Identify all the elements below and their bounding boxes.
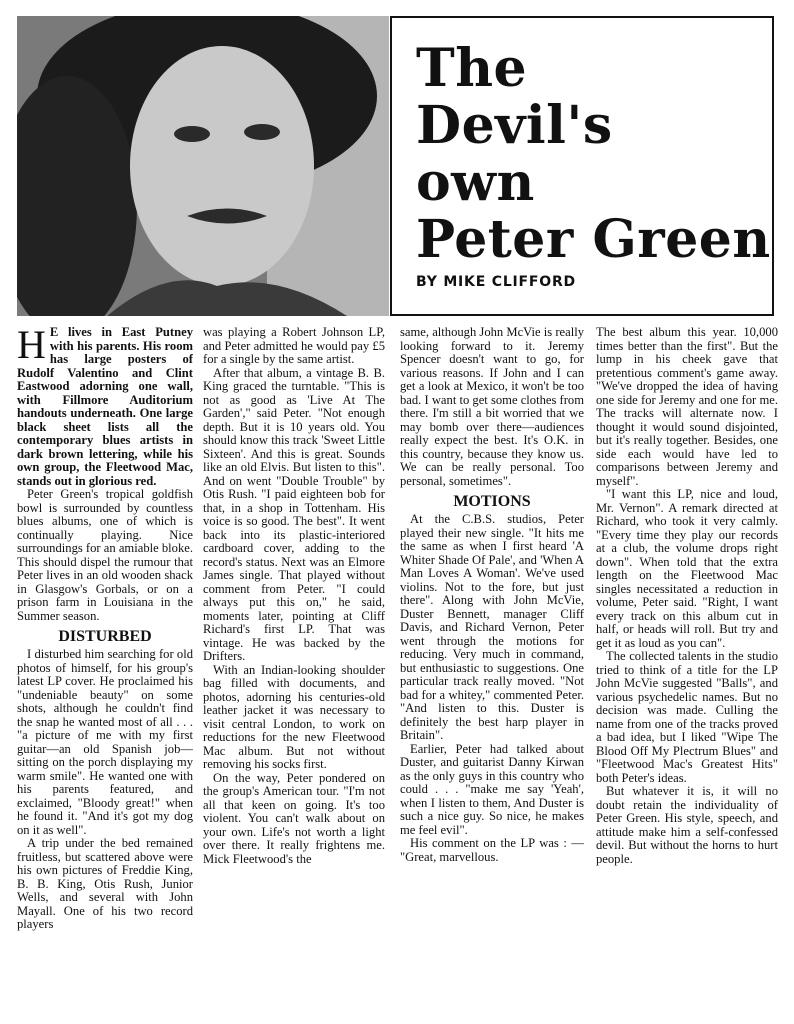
paragraph: At the C.B.S. studios, Peter played their new single. "It hits me the same as when I first heard 'A Whiter Shade Of Pale', and 'When A Man Loves A Woman'. We've used violins. Not to the fore, but just there". Along with John McVie, Duster Bennett, manager Cliff Davis, and Richard Vernon, Peter went through the motions for reducing. Very much in command, but enthusiastic to suggestions. One particular track really moved. "Not bad for a whitey," commented Peter. "And listen to this. Duster is definitely the best harp player in Britain".: [400, 512, 584, 742]
drop-cap: H: [17, 326, 46, 367]
paragraph: The best album this year. 10,000 times better than the first". But the lump in his cheek gave that pretentious comment's game away. "We've dropped the idea of having one side for Jeremy and one for me. The tracks will alternate now. I thought it would sound disjointed, but it's really together. Besides, one side each would have led to comparisons between Jeremy and myself".: [596, 326, 778, 488]
paragraph: Earlier, Peter had talked about Duster, and guitarist Danny Kirwan as the only guys in this country who could . . . "make me say 'Yeah', when I listen to them, And Duster is such a nice guy. So nice, he makes me feel evil".: [400, 741, 584, 837]
paragraph: His comment on the LP was : — "Great, marvellous.: [400, 836, 584, 864]
intro-text: E lives in East Putney with his parents. His room has large posters of Rudolf Valentino and Clint Eastwood adorning one wall, with Fillmore Auditorium handouts underneath. One large black sheet lists all the contemporary blues artists in dark brown lettering, while his own group, the Fleetwood Mac, stands out in glorious red.: [17, 326, 193, 488]
portrait-illustration: [17, 16, 389, 316]
paragraph: With an Indian-looking shoulder bag filled with documents, and photos, adorning his centuries-old leather jacket it was necessary to visit central London, to work on reductions for the new Fleetwood Mac album. But not without removing his socks first.: [203, 662, 385, 771]
paragraph: Peter Green's tropical goldfish bowl is surrounded by countless blues albums, one of which is continually playing. Nice surroundings for an amiable bloke. This should dispel the rumour that Peter lives in an old wooden shack in Glasgow's Gorbals, or on a prison farm in Louisiana in the Summer season.: [17, 487, 193, 623]
subheading-motions: MOTIONS: [453, 493, 531, 510]
paragraph: After that album, a vintage B. B. King graced the turntable. "This is not as good as 'Live At The Garden'," said Peter. "Not enough depth. But it is 10 years old. You should know this track 'Sweet Little Sixteen'. And this is great. Sounds like an old Elvis. But listen to this". And on went "Double Trouble" by Otis Rush. "I paid eighteen bob for that, in a shop in Tottenham. His voice is so good. The best". It went back into its plastic-interiored cardboard cover, adding to the record's status. Next was an Elmore James single. That played without comment from Peter. "I could always put this on," he said, moments later, pointing at Cliff Richard's first LP. That was vintage. He was backed by the Drifters.: [203, 365, 385, 663]
headline-line-2: Devil's: [416, 95, 613, 156]
paragraph: On the way, Peter pondered on the group's American tour. "I'm not all that keen on going. It's too violent. You can't walk about on your own. Life's not worth a light over there. It really frightens me. Mick Fleetwood's the: [203, 770, 385, 866]
headline: [416, 40, 771, 268]
intro-paragraph: [17, 326, 193, 488]
paragraph: I disturbed him searching for old photos of himself, for his group's latest LP cover. He proclaimed his "undeniable beauty" on some shots, although he couldn't find the snap he wanted most of all . . . "a picture of me with my first guitar—an old Spanish job—sitting on the porch displaying my warm smile". He wanted one with his parents featured, and exclaimed, "Bloody great!" when he found it. "And it's got my dog on it as well".: [17, 647, 193, 837]
article-column-1: [17, 326, 193, 1016]
paragraph: But whatever it is, it will no doubt retain the individuality of Peter Green. His style, speech, and attitude make him a self-confessed devil. But without the horns to hurt people.: [596, 784, 778, 866]
paragraph: same, although John McVie is really looking forward to it. Jeremy Spencer doesn't want to go, for various reasons. If John and I can get a look at Mexico, it won't be too bad. I want to get some clothes from there. I'm still a bit worried that we may bomb over there—audiences really expect the best. It's O.K. in this country, because they know us. We can be really personal. Too personal, sometimes".: [400, 326, 584, 488]
paragraph: "I want this LP, nice and loud, Mr. Vernon". A remark directed at Richard, who took it very calmly. "Every time they play our records at a club, the volume drops right down". When told that the extra length on the Fleetwood Mac singles necessitated a reduction in volume, Peter said. "Right, I want every track on this album cut in half, or heads will roll. But try and get it as loud as you can".: [596, 487, 778, 650]
headline-line-4: Peter Green: [416, 209, 771, 270]
paragraph: was playing a Robert Johnson LP, and Peter admitted he would pay £5 for a single by the same artist.: [203, 326, 385, 366]
paragraph: The collected talents in the studio tried to think of a title for the LP John McVie suggested "Balls", and various psychedelic names. But no decision was made. Culling the name from one of the tracks proved a bad idea, but I liked "Wipe The Blood Off My Plectrum Blues" and "Fleetwood Mac's Greatest Hits" both Peter's ideas.: [596, 649, 778, 785]
paragraph: A trip under the bed remained fruitless, but scattered above were his own pictures of Freddie King, B. B. King, Otis Rush, Junior Wells, and several with John Mayall. One of his two record players: [17, 836, 193, 931]
article-column-2: [203, 326, 385, 1016]
article-column-3: [400, 326, 584, 1016]
article-column-4: [596, 326, 778, 1016]
headline-line-1: The: [416, 38, 528, 99]
subheading-disturbed: DISTURBED: [58, 628, 152, 645]
byline: BY MIKE CLIFFORD: [416, 274, 576, 290]
headline-line-3: own: [416, 152, 535, 213]
title-box: [390, 16, 774, 316]
portrait-photo: [17, 16, 389, 316]
